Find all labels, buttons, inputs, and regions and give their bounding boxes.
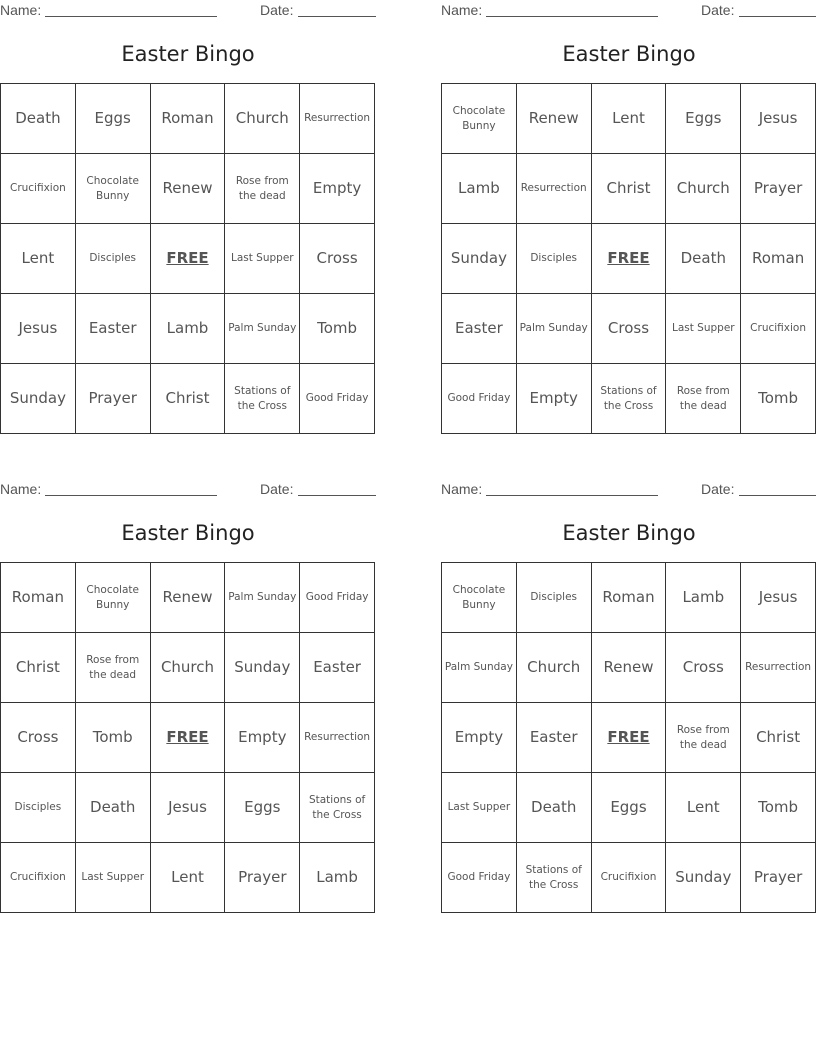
bingo-card-4 [441,479,816,911]
bingo-cell[interactable]: Jesus [1,294,76,364]
bingo-cell[interactable]: Renew [592,633,667,703]
bingo-cell[interactable]: Disciples [517,563,592,633]
card-header [441,481,816,499]
bingo-cell[interactable]: Lamb [151,294,226,364]
bingo-cell[interactable]: Death [1,84,76,154]
bingo-cell[interactable]: Lent [666,773,741,843]
bingo-cell[interactable]: Chocolate Bunny [442,84,517,154]
bingo-cell[interactable]: Last Supper [225,224,300,294]
date-label: Date: [701,2,735,18]
bingo-card-2 [441,0,816,432]
bingo-cell[interactable]: Christ [741,703,816,773]
bingo-cell[interactable]: Renew [151,154,226,224]
bingo-cell[interactable]: Crucifixion [592,843,667,913]
bingo-cell[interactable]: Roman [1,563,76,633]
bingo-cell[interactable]: Lamb [666,563,741,633]
bingo-cell[interactable]: Rose from the dead [225,154,300,224]
bingo-cell[interactable]: Sunday [666,843,741,913]
bingo-cell[interactable]: Resurrection [300,84,375,154]
bingo-cell[interactable]: Last Supper [442,773,517,843]
bingo-cell[interactable]: Eggs [225,773,300,843]
bingo-cell[interactable]: Rose from the dead [666,703,741,773]
name-label: Name: [441,481,483,497]
bingo-cell[interactable]: Cross [1,703,76,773]
bingo-grid [0,83,375,434]
bingo-cell[interactable]: Tomb [741,364,816,434]
bingo-cell[interactable]: Last Supper [666,294,741,364]
bingo-card-3 [0,479,376,911]
free-space-cell[interactable]: FREE [592,224,667,294]
bingo-cell[interactable]: Roman [741,224,816,294]
bingo-cell[interactable]: Empty [442,703,517,773]
free-space-cell[interactable]: FREE [151,224,226,294]
bingo-cell[interactable]: Death [76,773,151,843]
bingo-cell[interactable]: Roman [151,84,226,154]
bingo-cell[interactable]: Jesus [151,773,226,843]
name-label: Name: [0,2,42,18]
bingo-cell[interactable]: Renew [517,84,592,154]
bingo-cell[interactable]: Christ [592,154,667,224]
bingo-grid [0,562,375,913]
date-label: Date: [701,481,735,497]
bingo-cell[interactable]: Church [517,633,592,703]
free-space-cell[interactable]: FREE [592,703,667,773]
bingo-cell[interactable]: Last Supper [76,843,151,913]
bingo-cell[interactable]: Jesus [741,84,816,154]
name-field[interactable] [45,16,217,17]
bingo-cell[interactable]: Easter [300,633,375,703]
bingo-cell[interactable]: Lent [1,224,76,294]
bingo-cell[interactable]: Prayer [741,154,816,224]
card-header [0,481,376,499]
bingo-cell[interactable]: Good Friday [300,563,375,633]
bingo-cell[interactable]: Good Friday [300,364,375,434]
bingo-cell[interactable]: Roman [592,563,667,633]
bingo-cell[interactable]: Church [225,84,300,154]
bingo-cell[interactable]: Good Friday [442,843,517,913]
bingo-cell[interactable]: Eggs [76,84,151,154]
bingo-cell[interactable]: Lamb [442,154,517,224]
bingo-cell[interactable]: Stations of the Cross [517,843,592,913]
name-field[interactable] [45,495,217,496]
bingo-cell[interactable]: Renew [151,563,226,633]
bingo-cell[interactable]: Death [666,224,741,294]
bingo-cell[interactable]: Sunday [1,364,76,434]
bingo-cell[interactable]: Chocolate Bunny [442,563,517,633]
bingo-cell[interactable]: Easter [517,703,592,773]
bingo-cell[interactable]: Palm Sunday [517,294,592,364]
bingo-cell[interactable]: Sunday [442,224,517,294]
date-field[interactable] [298,495,376,496]
bingo-cell[interactable]: Palm Sunday [225,294,300,364]
bingo-cell[interactable]: Cross [300,224,375,294]
card-title: Easter Bingo [562,521,696,545]
bingo-cell[interactable]: Good Friday [442,364,517,434]
bingo-cell[interactable]: Disciples [1,773,76,843]
bingo-cell[interactable]: Palm Sunday [442,633,517,703]
date-field[interactable] [298,16,376,17]
bingo-cell[interactable]: Cross [666,633,741,703]
bingo-cell[interactable]: Resurrection [517,154,592,224]
bingo-cell[interactable]: Prayer [741,843,816,913]
bingo-cell[interactable]: Chocolate Bunny [76,563,151,633]
bingo-cell[interactable]: Palm Sunday [225,563,300,633]
date-label: Date: [260,481,294,497]
bingo-cell[interactable]: Cross [592,294,667,364]
bingo-cell[interactable]: Chocolate Bunny [76,154,151,224]
bingo-cell[interactable]: Tomb [300,294,375,364]
name-field[interactable] [486,16,658,17]
bingo-cell[interactable]: Empty [300,154,375,224]
bingo-cell[interactable]: Empty [517,364,592,434]
bingo-cell[interactable]: Church [666,154,741,224]
bingo-cell[interactable]: Resurrection [300,703,375,773]
bingo-grid [441,562,816,913]
bingo-cell[interactable]: Church [151,633,226,703]
card-title: Easter Bingo [121,521,255,545]
bingo-cell[interactable]: Crucifixion [1,154,76,224]
bingo-cell[interactable]: Christ [151,364,226,434]
bingo-cell[interactable]: Easter [442,294,517,364]
bingo-cell[interactable]: Crucifixion [741,294,816,364]
bingo-cell[interactable]: Stations of the Cross [225,364,300,434]
bingo-cell[interactable]: Lamb [300,843,375,913]
bingo-cell[interactable]: Crucifixion [1,843,76,913]
bingo-cell[interactable]: Tomb [741,773,816,843]
bingo-cell[interactable]: Prayer [76,364,151,434]
date-label: Date: [260,2,294,18]
bingo-cell[interactable]: Tomb [76,703,151,773]
bingo-cell[interactable]: Sunday [225,633,300,703]
card-header [441,2,816,20]
bingo-cell[interactable]: Christ [1,633,76,703]
card-header [0,2,376,20]
name-label: Name: [0,481,42,497]
bingo-cell[interactable]: Disciples [76,224,151,294]
card-title: Easter Bingo [121,42,255,66]
card-title: Easter Bingo [562,42,696,66]
bingo-cell[interactable]: Lent [151,843,226,913]
name-label: Name: [441,2,483,18]
date-field[interactable] [739,495,816,496]
date-field[interactable] [739,16,816,17]
bingo-grid [441,83,816,434]
free-space-cell[interactable]: FREE [151,703,226,773]
bingo-cell[interactable]: Easter [76,294,151,364]
bingo-cell[interactable]: Rose from the dead [76,633,151,703]
bingo-cell[interactable]: Empty [225,703,300,773]
bingo-cell[interactable]: Death [517,773,592,843]
bingo-cell[interactable]: Jesus [741,563,816,633]
bingo-cell[interactable]: Stations of the Cross [592,364,667,434]
bingo-cell[interactable]: Stations of the Cross [300,773,375,843]
bingo-cell[interactable]: Rose from the dead [666,364,741,434]
bingo-cell[interactable]: Lent [592,84,667,154]
bingo-cell[interactable]: Eggs [592,773,667,843]
bingo-cell[interactable]: Resurrection [741,633,816,703]
name-field[interactable] [486,495,658,496]
bingo-cell[interactable]: Disciples [517,224,592,294]
bingo-cell[interactable]: Eggs [666,84,741,154]
bingo-cell[interactable]: Prayer [225,843,300,913]
bingo-card-1 [0,0,376,432]
